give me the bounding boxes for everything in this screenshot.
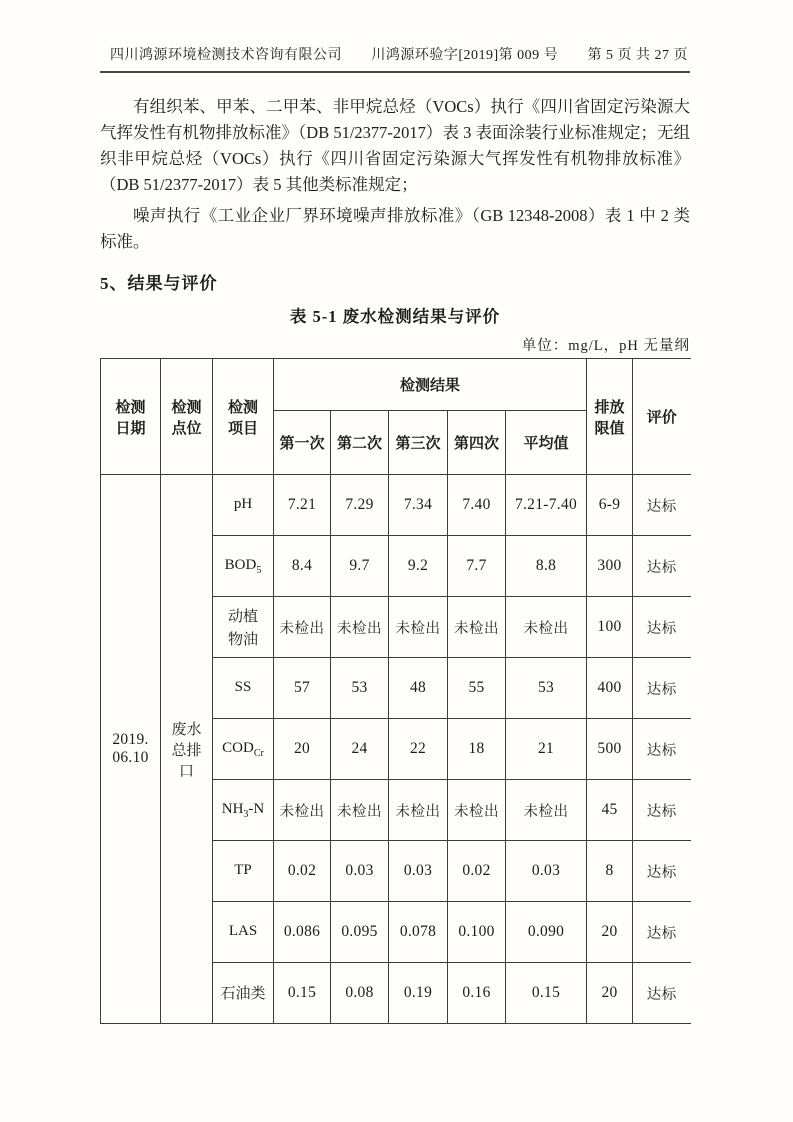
table-row-ph [101,475,691,536]
value-cell: 未检出 [389,780,448,841]
header-limit: 排放 限值 [587,359,633,475]
item-cell: pH [213,475,274,536]
page-number: 第 5 页 共 27 页 [587,48,688,63]
average-cell: 未检出 [506,780,587,841]
header-average: 平均值 [506,411,587,475]
value-cell: 0.086 [274,902,331,963]
value-cell: 7.40 [448,475,506,536]
value-cell: 未检出 [274,597,331,658]
value-cell: 0.03 [389,841,448,902]
header-time-2: 第二次 [331,411,389,475]
average-cell: 0.090 [506,902,587,963]
average-cell: 0.15 [506,963,587,1024]
page-header [100,44,690,73]
item-cell: $BOD_5$ [213,536,274,597]
value-cell: 18 [448,719,506,780]
header-time-1: 第一次 [274,411,331,475]
item-cell: SS [213,658,274,719]
item-cell: LAS [213,902,274,963]
header-time-4: 第四次 [448,411,506,475]
limit-cell: 500 [587,719,633,780]
value-cell: 8.4 [274,536,331,597]
average-cell: 53 [506,658,587,719]
average-cell: 21 [506,719,587,780]
location-cell: 废水 总排 口 [161,475,213,1024]
header-point: 检测 点位 [161,359,213,475]
value-cell: 24 [331,719,389,780]
unit-note: 单位：mg/L，pH 无量纲 [521,338,690,354]
value-cell: 未检出 [389,597,448,658]
value-cell: 未检出 [448,597,506,658]
value-cell: 57 [274,658,331,719]
evaluation-cell: 达标 [633,658,691,719]
paragraph-noise-standard: 噪声执行《工业企业厂界环境噪声排放标准》（GB 12348-2008）表 1 中 2 类标准。 [100,206,690,251]
average-cell: 8.8 [506,536,587,597]
value-cell: 0.02 [274,841,331,902]
item-cell: 动植 物油 [213,597,274,658]
value-cell: 0.100 [448,902,506,963]
value-cell: 0.15 [274,963,331,1024]
value-cell: 0.095 [331,902,389,963]
table-header-row-1 [101,359,691,411]
limit-cell: 6-9 [587,475,633,536]
date-cell: 2019. 06.10 [101,475,161,1024]
value-cell: 55 [448,658,506,719]
value-cell: 7.21 [274,475,331,536]
evaluation-cell: 达标 [633,963,691,1024]
header-evaluation: 评价 [633,359,691,475]
item-cell: $NH_3-N$ [213,780,274,841]
limit-cell: 100 [587,597,633,658]
value-cell: 9.7 [331,536,389,597]
value-cell: 未检出 [448,780,506,841]
limit-cell: 45 [587,780,633,841]
value-cell: 0.19 [389,963,448,1024]
value-cell: 未检出 [331,597,389,658]
wastewater-results-table [100,358,691,1024]
evaluation-cell: 达标 [633,719,691,780]
paragraph-voc-standards: 有组织苯、甲苯、二甲苯、非甲烷总烃（VOCs）执行《四川省固定污染源大气挥发性有机物排放标准》（DB 51/2377-2017）表 3 表面涂装行业标准规定；无组织非甲烷总烃（VOCs）执行《四川省固定污染源大气挥发性有机物排放标准》（DB 51/2377-2017）表 5 其他类标准规定； [100,97,690,194]
evaluation-cell: 达标 [633,536,691,597]
value-cell: 48 [389,658,448,719]
company-name: 四川鸿源环境检测技术咨询有限公司 [110,48,342,63]
section-heading: 5、结果与评价 [100,274,218,293]
value-cell: 7.7 [448,536,506,597]
header-item: 检测 项目 [213,359,274,475]
limit-cell: 20 [587,902,633,963]
item-cell: 石油类 [213,963,274,1024]
value-cell: 7.34 [389,475,448,536]
value-cell: 53 [331,658,389,719]
evaluation-cell: 达标 [633,841,691,902]
value-cell: 20 [274,719,331,780]
average-cell: 0.03 [506,841,587,902]
average-cell: 7.21-7.40 [506,475,587,536]
value-cell: 0.03 [331,841,389,902]
limit-cell: 8 [587,841,633,902]
value-cell: 9.2 [389,536,448,597]
header-results-group: 检测结果 [274,359,587,411]
value-cell: 0.02 [448,841,506,902]
item-cell: $COD_{Cr}$ [213,719,274,780]
item-cell: TP [213,841,274,902]
value-cell: 0.16 [448,963,506,1024]
table-title: 表 5-1 废水检测结果与评价 [289,307,501,326]
value-cell: 未检出 [274,780,331,841]
value-cell: 0.078 [389,902,448,963]
limit-cell: 300 [587,536,633,597]
value-cell: 7.29 [331,475,389,536]
doc-number: 川鸿源环验字[2019]第 009 号 [371,48,559,63]
value-cell: 22 [389,719,448,780]
header-date: 检测 日期 [101,359,161,475]
evaluation-cell: 达标 [633,475,691,536]
evaluation-cell: 达标 [633,597,691,658]
limit-cell: 400 [587,658,633,719]
value-cell: 0.08 [331,963,389,1024]
header-time-3: 第三次 [389,411,448,475]
value-cell: 未检出 [331,780,389,841]
evaluation-cell: 达标 [633,780,691,841]
limit-cell: 20 [587,963,633,1024]
average-cell: 未检出 [506,597,587,658]
evaluation-cell: 达标 [633,902,691,963]
